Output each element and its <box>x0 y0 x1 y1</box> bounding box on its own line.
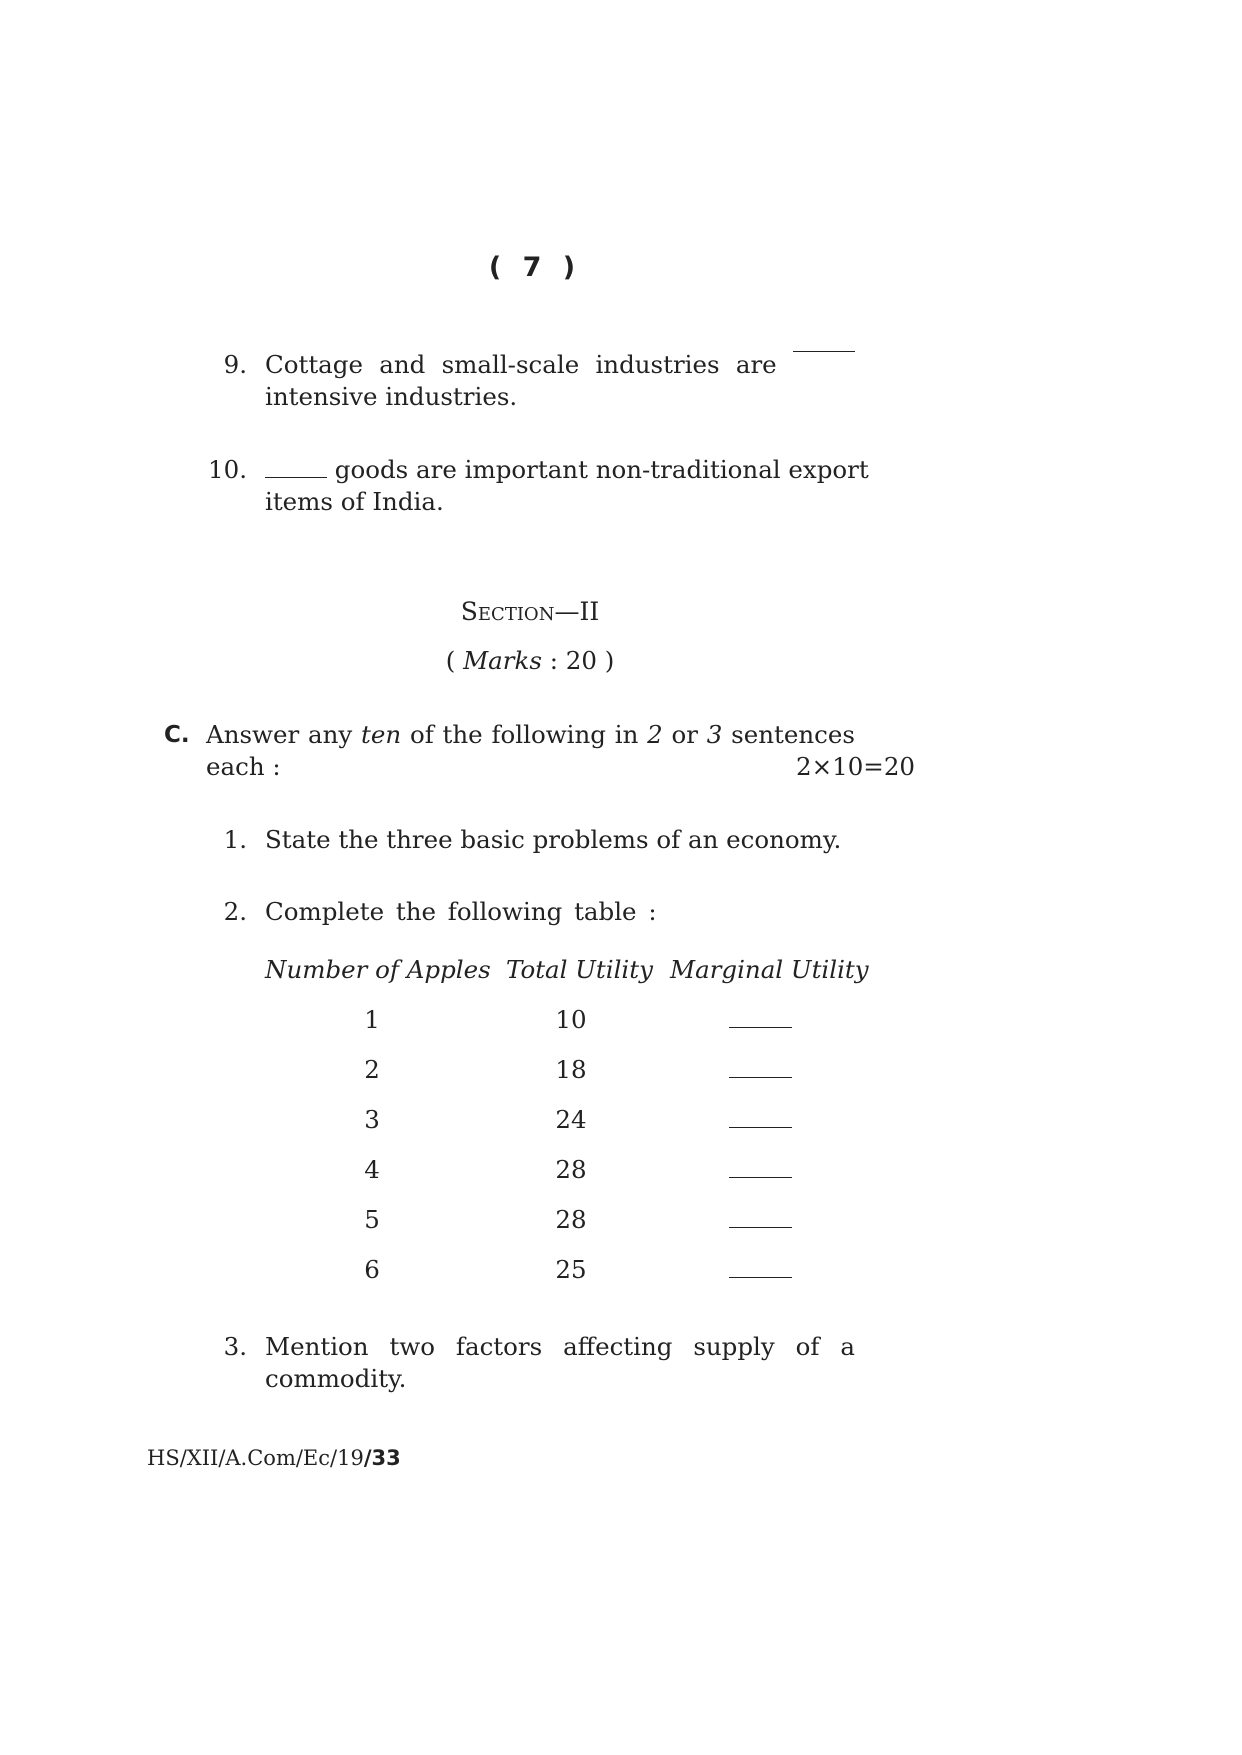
table-cell-marginal-blank <box>729 1255 792 1278</box>
word: factors <box>455 1332 543 1361</box>
word: Mention <box>265 1332 369 1361</box>
word: two <box>389 1332 436 1361</box>
section-title: Section—II <box>460 597 600 626</box>
table-cell-marginal-blank <box>729 1205 792 1228</box>
answer-blank <box>793 350 855 352</box>
marks-value: : 20 ) <box>541 646 615 675</box>
table-cell-apples: 2 <box>364 1055 380 1084</box>
table-header-apples: Number of Apples <box>265 955 491 984</box>
word: 3 <box>706 720 723 749</box>
table-cell-marginal-blank <box>729 1105 792 1128</box>
question-c-marks: 2×10=20 <box>796 752 915 781</box>
question-2-number: 2. <box>223 897 247 926</box>
word: and <box>379 350 426 379</box>
table-cell-apples: 4 <box>364 1155 380 1184</box>
word: small-scale <box>441 350 580 379</box>
answer-blank <box>265 476 327 478</box>
word: ten <box>361 720 402 749</box>
question-10-text: goods are important non-traditional export <box>334 455 869 484</box>
question-3-number: 3. <box>223 1332 247 1361</box>
footer-paper-code <box>147 1446 401 1470</box>
marks-label: Marks <box>463 646 542 675</box>
table-cell-total: 28 <box>555 1155 587 1184</box>
question-9-line1 <box>265 350 855 379</box>
word: any <box>308 720 353 749</box>
word: following <box>491 720 606 749</box>
word: supply <box>693 1332 775 1361</box>
table-cell-total: 24 <box>555 1105 587 1134</box>
table-cell-apples: 5 <box>364 1205 380 1234</box>
table-cell-apples: 6 <box>364 1255 380 1284</box>
marks-open: ( <box>445 646 464 675</box>
table-header-total-utility: Total Utility <box>506 955 653 984</box>
question-c-line2: each : <box>206 752 281 781</box>
word: Cottage <box>265 350 363 379</box>
table-cell-marginal-blank <box>729 1005 792 1028</box>
question-3-line2: commodity. <box>265 1364 407 1393</box>
question-c-line1 <box>206 720 855 749</box>
table-cell-apples: 1 <box>364 1005 380 1034</box>
page-number: ( 7 ) <box>488 252 582 283</box>
word: or <box>671 720 698 749</box>
word: of <box>409 720 434 749</box>
table-cell-total: 18 <box>555 1055 587 1084</box>
table-cell-apples: 3 <box>364 1105 380 1134</box>
question-c-label: C. <box>164 722 190 748</box>
word: 2 <box>647 720 663 749</box>
question-1-number: 1. <box>223 825 247 854</box>
word: affecting <box>563 1332 673 1361</box>
table-cell-marginal-blank <box>729 1055 792 1078</box>
word: the <box>442 720 483 749</box>
table-cell-marginal-blank <box>729 1155 792 1178</box>
word: industries <box>595 350 720 379</box>
question-10-line1 <box>265 455 869 484</box>
footer-code: HS/XII/A.Com/Ec/19 <box>147 1446 364 1470</box>
word: sentences <box>731 720 855 749</box>
question-10-line2: items of India. <box>265 487 444 516</box>
footer-set: /33 <box>363 1446 401 1470</box>
question-1-text: State the three basic problems of an economy. <box>265 825 842 854</box>
question-10-number: 10. <box>208 455 247 484</box>
word: in <box>614 720 639 749</box>
question-9-number: 9. <box>223 350 247 379</box>
word: are <box>735 350 777 379</box>
question-2-text: Complete the following table : <box>265 897 657 926</box>
section-marks <box>430 646 630 675</box>
word: of <box>795 1332 820 1361</box>
table-cell-total: 25 <box>555 1255 587 1284</box>
table-cell-total: 10 <box>555 1005 587 1034</box>
word: a <box>840 1332 855 1361</box>
table-cell-total: 28 <box>555 1205 587 1234</box>
word: Answer <box>206 720 300 749</box>
table-header-marginal-utility: Marginal Utility <box>670 955 869 984</box>
question-9-line2: intensive industries. <box>265 382 518 411</box>
question-3-line1 <box>265 1332 855 1361</box>
